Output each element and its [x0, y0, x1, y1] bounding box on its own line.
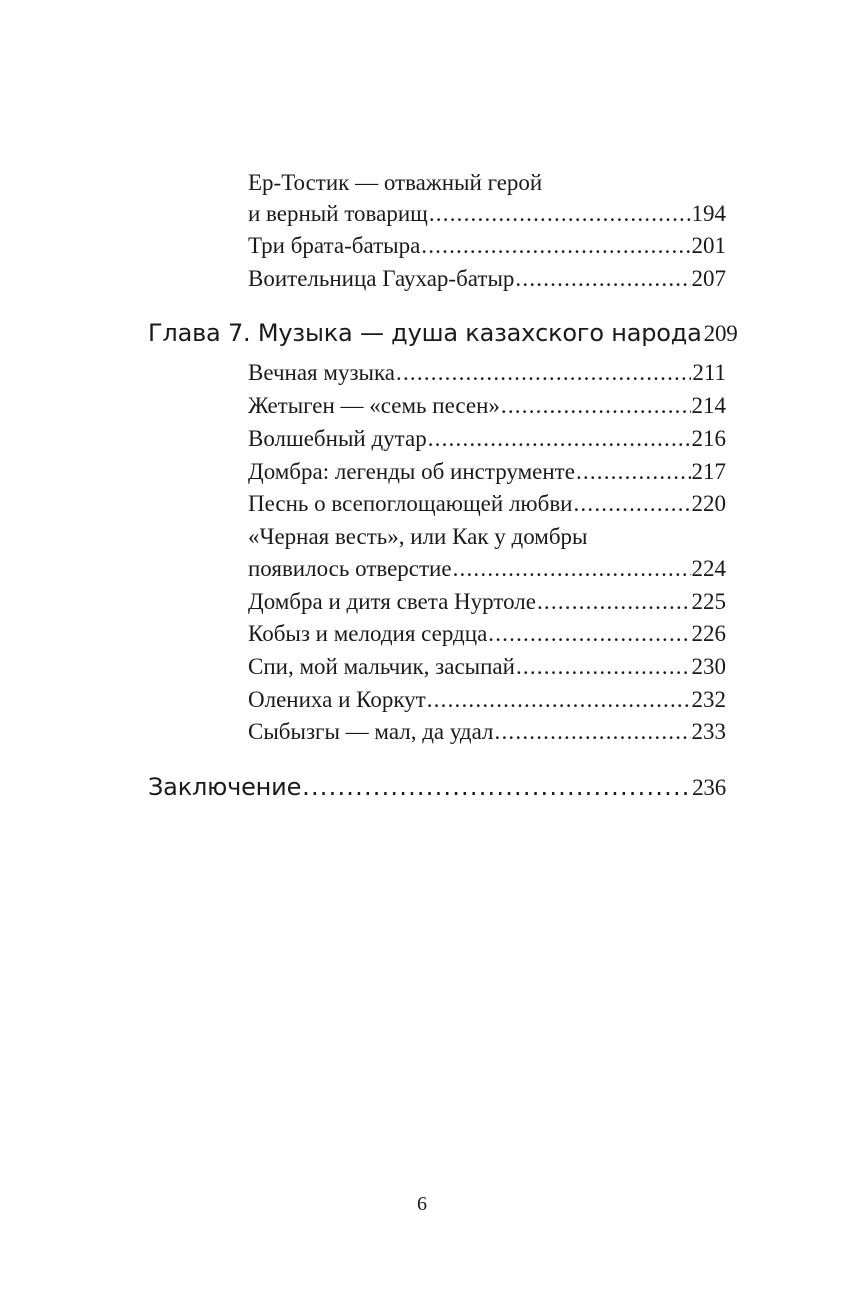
- toc-entry-title: появилось отверстие: [248, 556, 452, 581]
- toc-entry: [248, 554, 726, 584]
- toc-chapter-page: 236: [692, 775, 726, 800]
- toc-entry-page: 232: [691, 687, 726, 712]
- toc-entry: [248, 231, 726, 261]
- toc-entry-title: и верный товарищ: [248, 201, 428, 226]
- toc-entry: [248, 619, 726, 649]
- page-number: 6: [417, 1193, 427, 1215]
- toc-entry-page: 225: [691, 589, 726, 614]
- dot-leader: [427, 685, 691, 715]
- toc-entry: [248, 457, 726, 487]
- toc-entry: [248, 199, 726, 229]
- toc-entry: [248, 264, 726, 294]
- toc-entry: [248, 587, 726, 617]
- dot-leader: [428, 424, 691, 454]
- dot-leader: [501, 391, 691, 421]
- dot-leader: [576, 457, 691, 487]
- toc-entry: [248, 652, 726, 682]
- dot-leader: [429, 199, 691, 229]
- toc-chapter-title: Заключение: [148, 773, 302, 801]
- toc-entry-title: Ер-Тостик — отважный герой: [248, 170, 543, 195]
- dot-leader: [495, 717, 691, 747]
- toc-entry-title: Три брата-батыра: [248, 233, 421, 258]
- dot-leader: [302, 772, 691, 802]
- toc-entry-title: Волшебный дутар: [248, 426, 427, 451]
- dot-leader: [488, 619, 690, 649]
- toc-entry-page: 214: [691, 393, 726, 418]
- dot-leader: [453, 554, 691, 584]
- toc-entry-title: Домбра: легенды об инструменте: [248, 459, 575, 484]
- toc-entry-continued: [248, 522, 726, 552]
- toc-entry-title: Кобыз и мелодия сердца: [248, 621, 488, 646]
- toc-entry-title: Домбра и дитя света Нуртоле: [248, 589, 536, 614]
- dot-leader: [396, 358, 691, 388]
- toc-entry-title: Воительница Гаухар-батыр: [248, 266, 515, 291]
- toc-entry-page: 201: [691, 233, 726, 258]
- dot-leader: [515, 264, 690, 294]
- toc-entry: [248, 717, 726, 747]
- toc-entry-continued: [248, 168, 726, 198]
- dot-leader: [573, 489, 690, 519]
- toc-entry-page: 217: [691, 459, 726, 484]
- toc-entry-title: Жетыген — «семь песен»: [248, 393, 500, 418]
- toc-entry-page: 233: [691, 719, 726, 744]
- toc-entry-title: Спи, мой мальчик, засыпай: [248, 654, 515, 679]
- toc-chapter-page: 209: [703, 321, 738, 346]
- toc-entry-page: 226: [691, 621, 726, 646]
- dot-leader: [421, 231, 690, 261]
- toc-entry: [248, 489, 726, 519]
- toc-entry: [248, 391, 726, 421]
- dot-leader: [537, 587, 691, 617]
- toc-entry: [248, 358, 726, 388]
- toc-entry-title: Вечная музыка: [248, 360, 396, 385]
- toc-entry-page: 220: [691, 491, 726, 516]
- toc-entry-title: Сыбызгы — мал, да удал: [248, 719, 494, 744]
- toc-entry-title: «Черная весть», или Как у домбры: [248, 524, 588, 549]
- toc-entry-title: Олениха и Коркут: [248, 687, 426, 712]
- toc-entry-page: 216: [691, 426, 726, 451]
- toc-entry-page: 224: [691, 556, 726, 581]
- toc-entry: [248, 424, 726, 454]
- toc-chapter-title: Глава 7. Музыка — душа казахского народа: [148, 319, 702, 347]
- toc-entry-page: 211: [692, 360, 726, 385]
- toc-entry-title: Песнь о всепоглощающей любви: [248, 491, 573, 516]
- toc-chapter-entry: [148, 772, 726, 802]
- toc-entry-page: 194: [691, 201, 726, 226]
- toc-entry-page: 230: [691, 654, 726, 679]
- toc-entry-page: 207: [691, 266, 726, 291]
- toc-entry: [248, 685, 726, 715]
- toc-chapter-entry: [148, 318, 738, 348]
- dot-leader: [516, 652, 691, 682]
